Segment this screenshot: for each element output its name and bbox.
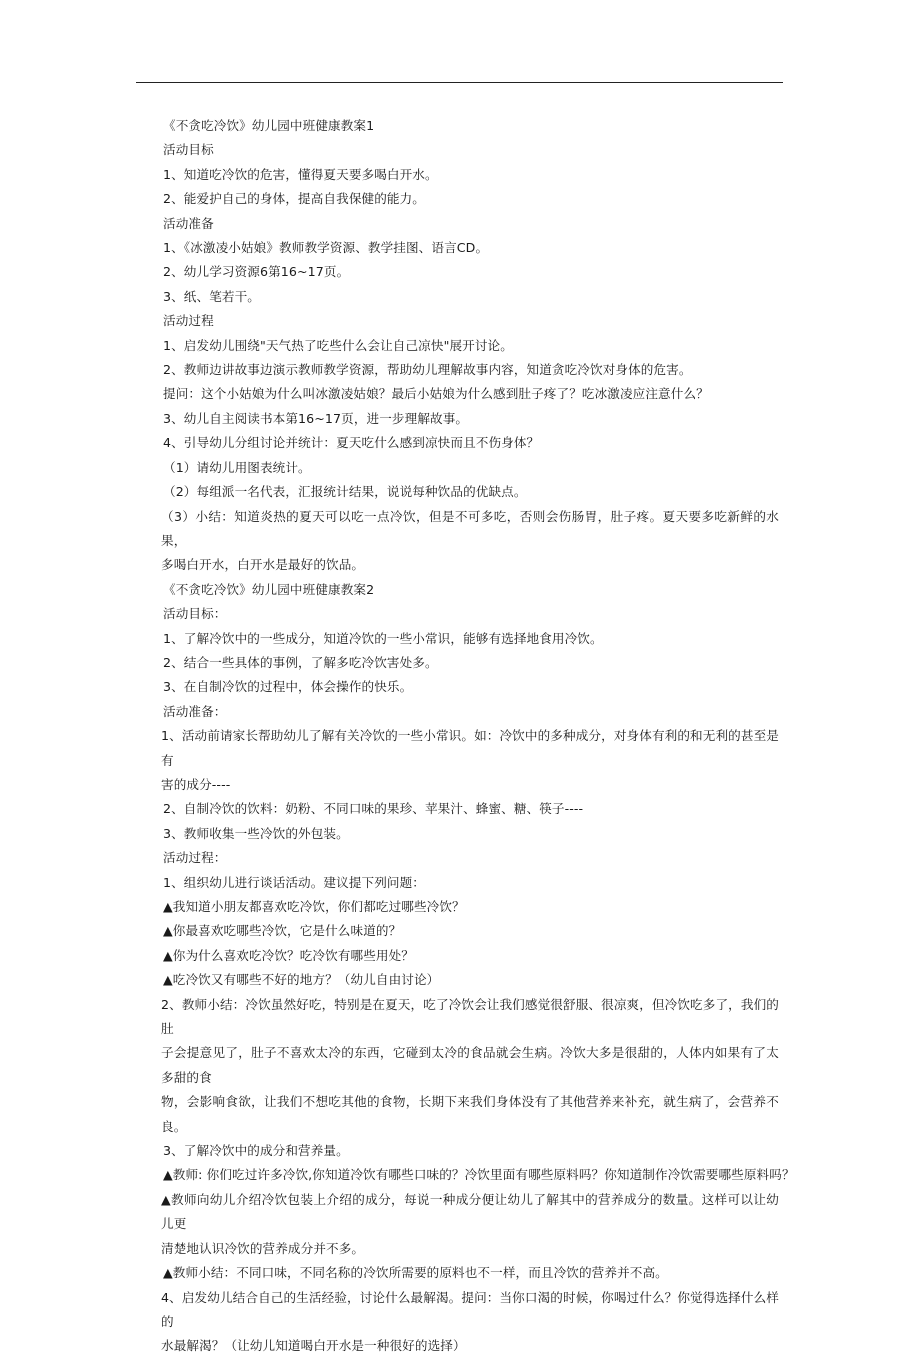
header-rule xyxy=(136,82,783,83)
text-line: 1、知道吃冷饮的危害，懂得夏天要多喝白开水。 xyxy=(163,166,438,182)
text-line: 4、引导幼儿分组讨论并统计：夏天吃什么感到凉快而且不伤身体？ xyxy=(163,435,540,451)
text-paragraph xyxy=(161,505,779,578)
text-paragraph xyxy=(161,724,779,797)
text-line: 活动准备： xyxy=(163,703,227,719)
text-line: ▲教师: 你们吃过许多冷饮,你知道冷饮有哪些口味的？冷饮里面有哪些原料吗？你知道制作冷饮需要哪些原料吗？ xyxy=(163,1167,795,1183)
text-line: 3、幼儿自主阅读书本第16~17页，进一步理解故事。 xyxy=(163,410,469,426)
paragraph-line: （3）小结：知道炎热的夏天可以吃一点冷饮，但是不可多吃，否则会伤肠胃，肚子疼。夏天要多吃新鲜的水果， xyxy=(161,508,779,548)
text-line: 3、纸、笔若干。 xyxy=(163,288,260,304)
text-line: 1、《冰激凌小姑娘》教师教学资源、教学挂图、语言CD。 xyxy=(163,240,489,256)
paragraph-line: 子会提意见了，肚子不喜欢太冷的东西，它碰到太冷的食品就会生病。冷饮大多是很甜的，人体内如果有了太多甜的食 xyxy=(161,1045,779,1085)
text-line: 提问：这个小姑娘为什么叫冰激凌姑娘？最后小姑娘为什么感到肚子疼了？吃冰激凌应注意什么？ xyxy=(163,386,709,402)
text-line: 1、了解冷饮中的一些成分，知道冷饮的一些小常识，能够有选择地食用冷饮。 xyxy=(163,630,603,646)
text-line: 2、自制冷饮的饮料：奶粉、不同口味的果珍、苹果汁、蜂蜜、糖、筷子---- xyxy=(163,801,584,817)
text-line: 活动目标 xyxy=(163,142,214,158)
text-line: 1、组织幼儿进行谈话活动。建议提下列问题： xyxy=(163,874,425,890)
text-line: ▲我知道小朋友都喜欢吃冷饮，你们都吃过哪些冷饮？ xyxy=(163,899,465,914)
text-line: 1、启发幼儿围绕"天气热了吃些什么会让自己凉快"展开讨论。 xyxy=(163,337,513,353)
text-line: 活动目标： xyxy=(163,606,227,622)
text-line: 3、了解冷饮中的成分和营养量。 xyxy=(163,1143,349,1159)
paragraph-line: 2、教师小结：冷饮虽然好吃，特别是在夏天，吃了冷饮会让我们感觉很舒服、很凉爽，但冷饮吃多了，我们的肚 xyxy=(161,996,779,1037)
text-line: 活动准备 xyxy=(163,215,214,231)
text-paragraph xyxy=(161,1286,779,1359)
document-body xyxy=(161,114,795,1359)
text-line: 2、教师边讲故事边演示教师教学资源，帮助幼儿理解故事内容，知道贪吃冷饮对身体的危害。 xyxy=(163,362,692,378)
text-paragraph xyxy=(161,1188,779,1261)
text-line: 3、教师收集一些冷饮的外包装。 xyxy=(163,825,349,841)
text-line: 活动过程： xyxy=(163,850,227,866)
paragraph-line: 多喝白开水，白开水是最好的饮品。 xyxy=(161,557,365,573)
text-line: 3、在自制冷饮的过程中，体会操作的快乐。 xyxy=(163,679,413,695)
text-line: 2、结合一些具体的事例，了解多吃冷饮害处多。 xyxy=(163,654,438,670)
text-line: ▲你为什么喜欢吃冷饮？吃冷饮有哪些用处？ xyxy=(163,947,414,963)
paragraph-line: 物，会影响食欲，让我们不想吃其他的食物，长期下来我们身体没有了其他营养来补充，就生病了，会营养不良。 xyxy=(161,1094,779,1134)
text-line: 《不贪吃冷饮》幼儿园中班健康教案2 xyxy=(163,581,375,597)
text-paragraph xyxy=(161,993,779,1139)
paragraph-line: 清楚地认识冷饮的营养成分并不多。 xyxy=(161,1240,365,1256)
text-line: 《不贪吃冷饮》幼儿园中班健康教案1 xyxy=(163,118,375,133)
text-line: 2、幼儿学习资源6第16~17页。 xyxy=(163,264,350,280)
text-line: ▲吃冷饮又有哪些不好的地方？（幼儿自由讨论） xyxy=(163,972,440,988)
paragraph-line: 1、活动前请家长帮助幼儿了解有关冷饮的一些小常识。如：冷饮中的多种成分，对身体有利的和无利的甚至是有 xyxy=(161,728,779,768)
text-line: ▲教师小结：不同口味，不同名称的冷饮所需要的原料也不一样，而且冷饮的营养并不高。 xyxy=(163,1265,668,1281)
text-line: 2、能爱护自己的身体，提高自我保健的能力。 xyxy=(163,191,425,207)
paragraph-line: 4、启发幼儿结合自己的生活经验，讨论什么最解渴。提问：当你口渴的时候，你喝过什么？你觉得选择什么样的 xyxy=(161,1289,779,1329)
text-line: （1）请幼儿用图表统计。 xyxy=(163,459,311,475)
paragraph-line: 水最解渴？（让幼儿知道喝白开水是一种很好的选择） xyxy=(161,1338,466,1354)
text-line: （2）每组派一名代表，汇报统计结果，说说每种饮品的优缺点。 xyxy=(163,484,527,500)
text-line: 活动过程 xyxy=(163,313,214,329)
paragraph-line: 害的成分---- xyxy=(161,776,231,792)
paragraph-line: ▲教师向幼儿介绍冷饮包装上介绍的成分，每说一种成分便让幼儿了解其中的营养成分的数量。这样可以让幼儿更 xyxy=(161,1191,779,1232)
text-line: ▲你最喜欢吃哪些冷饮，它是什么味道的？ xyxy=(163,923,402,939)
